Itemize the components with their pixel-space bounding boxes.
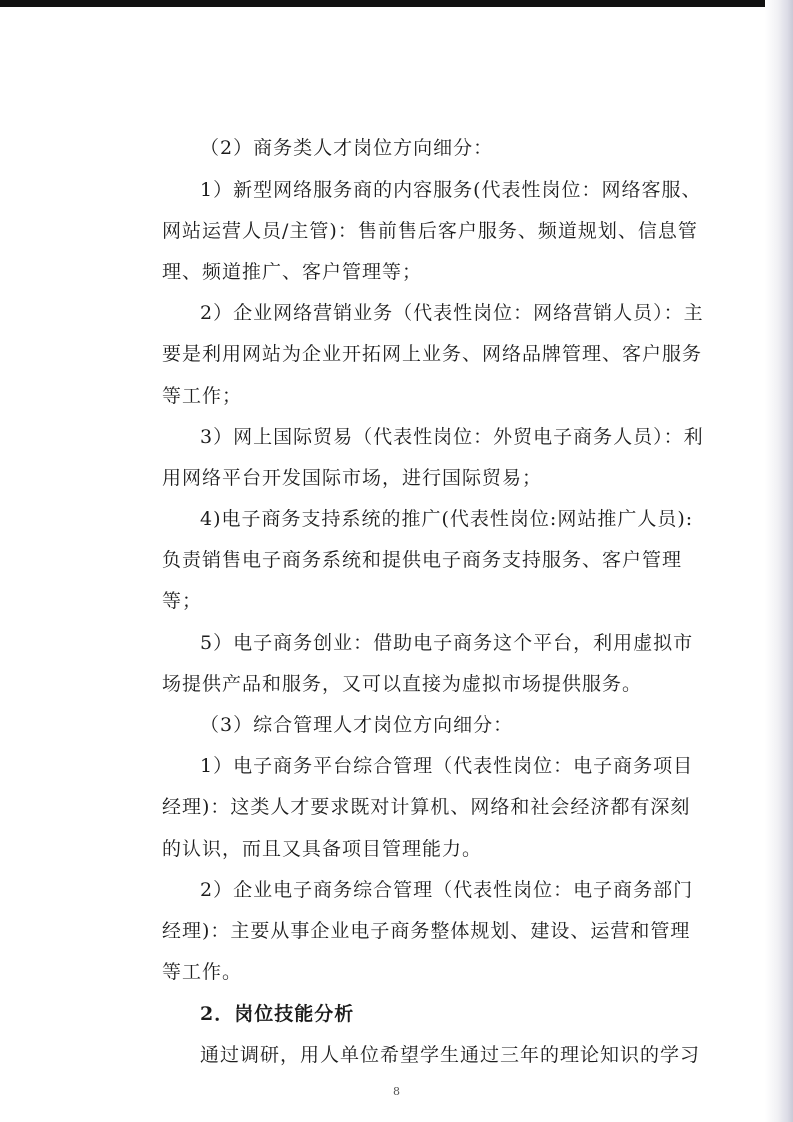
paragraph-line: 用网络平台开发国际市场，进行国际贸易； — [162, 467, 543, 489]
heading-management-talent: （3）综合管理人才岗位方向细分： — [200, 714, 514, 736]
paragraph-line: 1）电子商务平台综合管理（代表性岗位：电子商务项目 — [200, 755, 694, 777]
paragraph-line: 经理)：主要从事企业电子商务整体规划、建设、运营和管理 — [162, 920, 691, 942]
heading-job-skills: 2．岗位技能分析 — [200, 1003, 355, 1025]
paragraph-line: 负责销售电子商务系统和提供电子商务支持服务、客户管理 — [162, 549, 683, 571]
paragraph-line: 要是利用网站为企业开拓网上业务、网络品牌管理、客户服务 — [162, 343, 703, 365]
paragraph-line: 等； — [162, 590, 203, 612]
paragraph-line: 网站运营人员/主管)：售前售后客户服务、频道规划、信息管 — [162, 220, 698, 242]
paragraph-line: 5）电子商务创业：借助电子商务这个平台，利用虚拟市 — [200, 632, 694, 654]
paragraph-line: 3）网上国际贸易（代表性岗位：外贸电子商务人员）：利 — [200, 426, 704, 448]
paragraph-line: 通过调研，用人单位希望学生通过三年的理论知识的学习 — [200, 1044, 701, 1066]
paragraph-line: 经理)：这类人才要求既对计算机、网络和社会经济都有深刻 — [162, 796, 691, 818]
paragraph-line: 理、频道推广、客户管理等； — [162, 261, 423, 283]
paragraph-line: 等工作。 — [162, 961, 243, 983]
paragraph-line: 4)电子商务支持系统的推广(代表性岗位:网站推广人员): — [200, 508, 694, 530]
paragraph-line: 场提供产品和服务，又可以直接为虚拟市场提供服务。 — [162, 673, 643, 695]
paragraph-line: 2）企业网络营销业务（代表性岗位：网络营销人员）：主 — [200, 302, 704, 324]
paragraph-line: 1）新型网络服务商的内容服务(代表性岗位：网络客服、 — [200, 179, 702, 201]
paragraph-line: 等工作； — [162, 385, 243, 407]
paragraph-line: 的认识，而且又具备项目管理能力。 — [162, 838, 483, 860]
paragraph-line: 2）企业电子商务综合管理（代表性岗位：电子商务部门 — [200, 879, 694, 901]
heading-business-talent: （2）商务类人才岗位方向细分： — [200, 137, 494, 159]
page-number: 8 — [393, 1085, 400, 1098]
